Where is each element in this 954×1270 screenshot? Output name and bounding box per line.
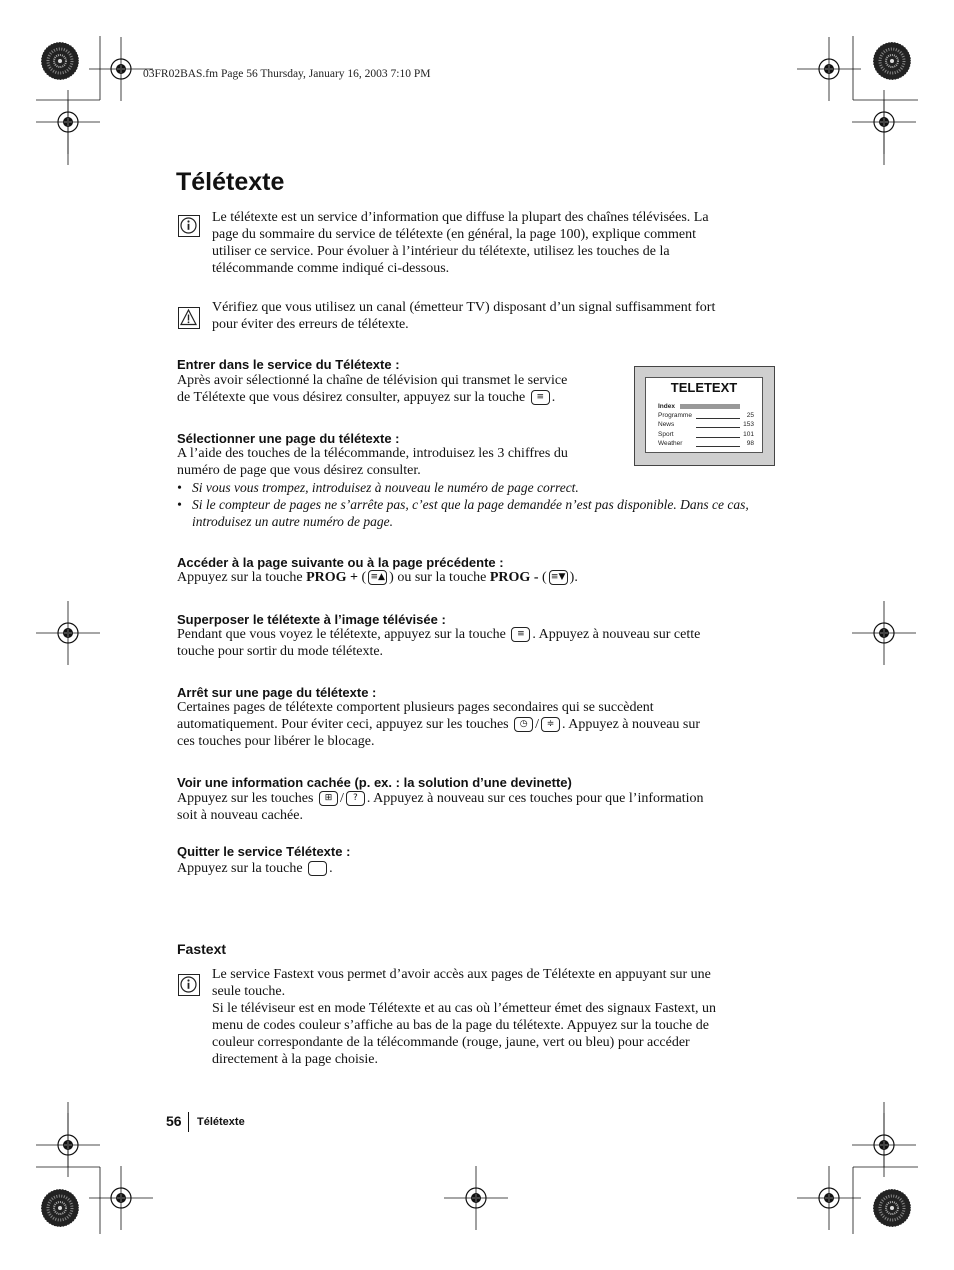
- bullet-item: Si vous vous trompez, introduisez à nouveau le numéro de page correct.: [192, 480, 579, 495]
- teletext-row: [658, 421, 754, 430]
- text-fragment: . Appuyez à nouveau sur cette: [532, 627, 701, 642]
- teletext-row-value: 98: [746, 440, 754, 447]
- tv-key-icon: [308, 861, 327, 876]
- teletext-row-label: Index: [658, 403, 675, 410]
- registration-cross-icon: [852, 601, 916, 665]
- section-next-text: Appuyez sur la touche PROG + ( ≡▲ ) ou sur la touche PROG - ( ≡▼ ).: [177, 570, 578, 585]
- section-heading-hold: Arrêt sur une page du télétexte :: [177, 685, 377, 700]
- text-line: seule touche.: [212, 984, 286, 999]
- text-fragment: Appuyez sur les touches: [177, 791, 314, 806]
- warning-line: Vérifiez que vous utilisez un canal (émetteur TV) disposant d’un signal suffisamment fort: [212, 300, 716, 315]
- hold-key-icon: ≑: [541, 717, 560, 732]
- teletext-row: [658, 440, 754, 449]
- text-line: menu de codes couleur s’affiche au bas de la page du télétexte. Appuyez sur la touche de: [212, 1018, 709, 1033]
- punctuation: .: [551, 390, 556, 405]
- text-line: Si le compteur de pages ne s’arrête pas, c’est que la page demandée n’est pas disponible. Dans ce cas,: [192, 497, 749, 512]
- bullet-marker: •: [177, 497, 182, 512]
- info-icon: [178, 215, 200, 237]
- teletext-key-icon: ≡: [531, 390, 550, 405]
- slash: /: [339, 791, 344, 806]
- teletext-key-icon: ≡: [511, 627, 530, 642]
- teletext-index-row: [658, 403, 754, 412]
- intro-line: télécommande comme indiqué ci-dessous.: [212, 261, 450, 276]
- reveal-key-icon: ?: [346, 791, 365, 806]
- registration-star-icon: [41, 1189, 79, 1227]
- text-line: couleur correspondante de la télécommande (rouge, jaune, vert ou bleu) pour accéder: [212, 1035, 690, 1050]
- clock-key-icon: ◷: [514, 717, 533, 732]
- text-fragment: . Appuyez à nouveau sur: [562, 717, 701, 732]
- text-line: Le service Fastext vous permet d’avoir accès aux pages de Télétexte en appuyant sur une: [212, 967, 711, 982]
- teletext-row-label: Sport: [658, 431, 674, 438]
- registration-star-icon: [41, 42, 79, 80]
- footer-divider: [188, 1112, 189, 1132]
- section-heading-quit: Quitter le service Télétexte :: [177, 844, 351, 859]
- text-fragment: ).: [569, 570, 578, 585]
- teletext-row-label: News: [658, 421, 675, 428]
- teletext-screen-illustration: [634, 366, 775, 466]
- section-heading-next: Accéder à la page suivante ou à la page précédente :: [177, 555, 504, 570]
- registration-star-icon: [873, 1189, 911, 1227]
- page-down-key-icon: ≡▼: [549, 570, 568, 585]
- file-metadata-header: 03FR02BAS.fm Page 56 Thursday, January 16, 2003 7:10 PM: [143, 68, 431, 80]
- text-fragment: Appuyez sur la touche: [177, 861, 303, 876]
- text-fragment: Appuyez sur la touche: [177, 570, 307, 585]
- teletext-row-value: 101: [743, 431, 754, 438]
- text-line: Après avoir sélectionné la chaîne de télévision qui transmet le service: [177, 373, 568, 388]
- teletext-highlight-bar: [680, 404, 740, 409]
- teletext-screen: [645, 377, 763, 453]
- text-line: touche pour sortir du mode télétexte.: [177, 644, 384, 659]
- intro-paragraph: [212, 209, 782, 277]
- text-fragment: . Appuyez à nouveau sur ces touches pour que l’information: [366, 791, 704, 806]
- section-heading-reveal: Voir une information cachée (p. ex. : la solution d’une devinette): [177, 775, 572, 790]
- prog-plus-label: PROG +: [306, 570, 358, 585]
- teletext-row: [658, 431, 754, 440]
- registration-cross-icon: [797, 37, 861, 101]
- warning-line: pour éviter des erreurs de télétexte.: [212, 317, 409, 332]
- teletext-row-value: 153: [743, 421, 754, 428]
- text-fragment: ou sur la touche: [393, 570, 490, 585]
- warning-paragraph: [212, 299, 782, 333]
- registration-cross-icon: [36, 601, 100, 665]
- intro-line: page du sommaire du service de télétexte (en général, la page 100), explique comment: [212, 227, 696, 242]
- intro-line: Le télétexte est un service d’information que diffuse la plupart des chaînes télévisées. La: [212, 210, 709, 225]
- page-up-key-icon: ≡▲: [368, 570, 387, 585]
- section-overlay-text: [177, 626, 777, 660]
- teletext-row-label: Programme: [658, 412, 692, 419]
- section-select-text: [177, 445, 627, 479]
- teletext-row-label: Weather: [658, 440, 683, 447]
- text-line: Si le téléviseur est en mode Télétexte et au cas où l’émetteur émet des signaux Fastext, un: [212, 1001, 716, 1016]
- registration-cross-icon: [444, 1166, 508, 1230]
- bullet-item: [192, 496, 792, 530]
- footer-section-label: Télétexte: [197, 1116, 245, 1128]
- text-line: de Télétexte que vous désirez consulter, appuyez sur la touche: [177, 390, 526, 405]
- text-fragment: automatiquement. Pour éviter ceci, appuyez sur les touches: [177, 717, 509, 732]
- section-reveal-text: [177, 790, 777, 824]
- text-line: soit à nouveau cachée.: [177, 808, 303, 823]
- index-key-icon: ⊞: [319, 791, 338, 806]
- punctuation: .: [329, 861, 333, 876]
- text-line: introduisez un autre numéro de page.: [192, 514, 393, 529]
- section-hold-text: [177, 699, 777, 750]
- teletext-row: [658, 412, 754, 421]
- warning-icon: [178, 307, 200, 329]
- page-number: 56: [166, 1113, 182, 1129]
- section-heading-overlay: Superposer le télétexte à l’image télévisée :: [177, 612, 446, 627]
- teletext-screen-title: TELETEXT: [670, 380, 738, 395]
- section-enter-text: [177, 372, 627, 406]
- text-line: A l’aide des touches de la télécommande, introduisez les 3 chiffres du: [177, 446, 568, 461]
- prog-minus-label: PROG -: [489, 570, 539, 585]
- text-line: ces touches pour libérer le blocage.: [177, 734, 375, 749]
- slash: /: [535, 717, 540, 732]
- text-line: Certaines pages de télétexte comportent plusieurs pages secondaires qui se succèdent: [177, 700, 654, 715]
- page-title: Télétexte: [176, 168, 285, 196]
- section-heading-fastext: Fastext: [177, 941, 227, 957]
- text-line: directement à la page choisie.: [212, 1052, 378, 1067]
- fastext-paragraph: [212, 966, 792, 1068]
- registration-cross-icon: [797, 1166, 861, 1230]
- info-icon: [178, 974, 200, 996]
- section-heading-select: Sélectionner une page du télétexte :: [177, 431, 400, 446]
- text-fragment: Pendant que vous voyez le télétexte, appuyez sur la touche: [177, 627, 506, 642]
- section-heading-enter: Entrer dans le service du Télétexte :: [177, 357, 400, 372]
- registration-cross-icon: [89, 1166, 153, 1230]
- text-fragment: ): [389, 570, 394, 585]
- registration-star-icon: [873, 42, 911, 80]
- bullet-marker: •: [177, 480, 182, 495]
- text-line: numéro de page que vous désirez consulter.: [177, 463, 421, 478]
- intro-line: utiliser ce service. Pour évoluer à l’intérieur du télétexte, utilisez les touches de la: [212, 244, 670, 259]
- section-quit-text: [177, 860, 777, 877]
- teletext-row-value: 25: [746, 412, 754, 419]
